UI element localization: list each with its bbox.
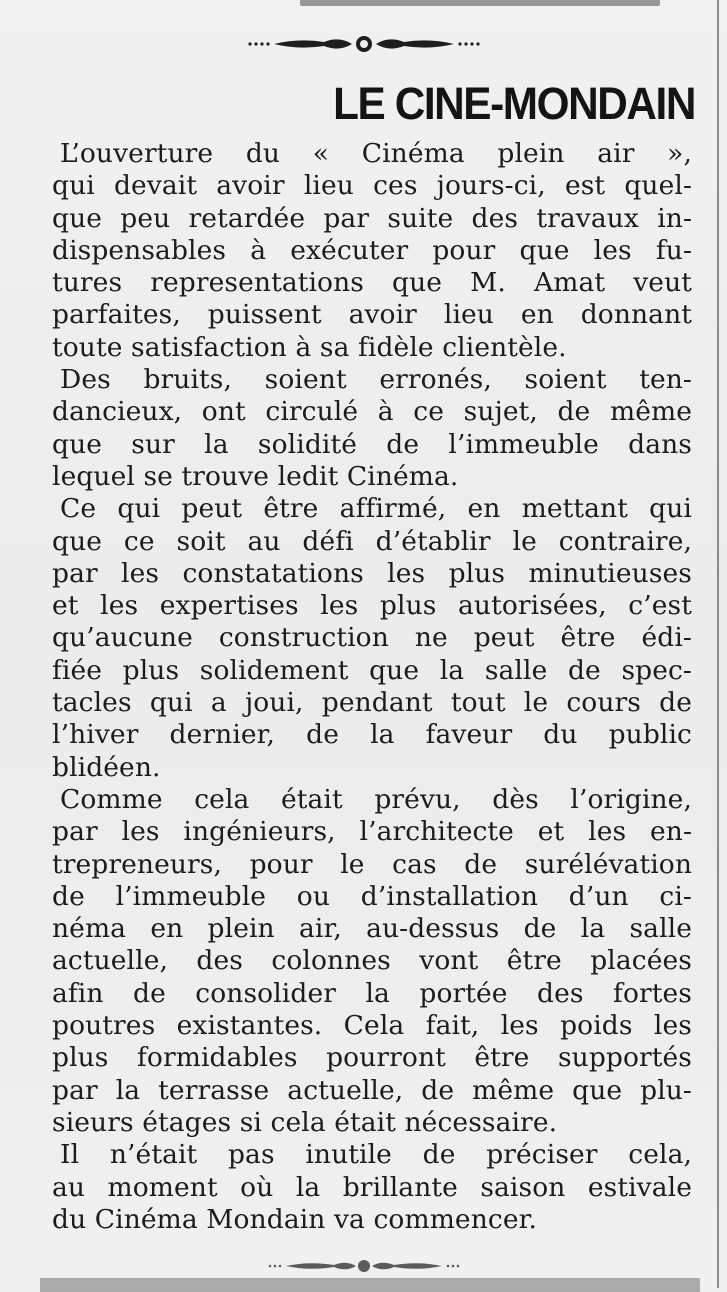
text-line: lequel se trouve ledit Cinéma.: [52, 460, 459, 492]
text-line: qu’aucune construction ne peut être édi-: [52, 622, 692, 654]
text-line: par la terrasse actuelle, de même que plu-: [52, 1074, 692, 1106]
text-line: du Cinéma Mondain va commencer.: [52, 1203, 537, 1235]
text-line: que ce soit au défi d’établir le contraire,: [52, 525, 692, 557]
text-line: Des bruits, soient erronés, soient ten-: [60, 364, 692, 396]
text-line: actuelle, des colonnes vont être placées: [52, 945, 692, 977]
article-body: [52, 138, 692, 1236]
text-line: néma en plein air, au-dessus de la salle: [52, 913, 692, 945]
text-line: Comme cela était prévu, dès l’origine,: [60, 783, 692, 815]
text-line: que peu retardée par suite des travaux in-: [52, 202, 692, 234]
text-line: poutres existantes. Cela fait, les poids les: [52, 1010, 692, 1042]
text-line: blidéen.: [52, 751, 161, 783]
text-line: toute satisfaction à sa fidèle clientèle.: [52, 331, 567, 363]
article-headline: LE CINE-MONDAIN: [333, 78, 695, 129]
text-line: Il n’était pas inutile de préciser cela,: [60, 1139, 692, 1171]
text-line: Ce qui peut être affirmé, en mettant qui: [60, 493, 692, 525]
text-line: fiée plus solidement que la salle de spec-: [52, 654, 692, 686]
text-line: tacles qui a joui, pendant tout le cours de: [52, 687, 692, 719]
text-line: plus formidables pourront être supportés: [52, 1042, 692, 1074]
text-line: L’ouverture du « Cinéma plein air »,: [60, 138, 692, 169]
paragraph-1: [52, 138, 692, 364]
cropped-previous-line: [300, 0, 660, 6]
text-line: tures representations que M. Amat veut: [52, 267, 692, 299]
text-line: sieurs étages si cela était nécessaire.: [52, 1106, 558, 1138]
text-line: de l’immeuble ou d’installation d’un ci-: [52, 880, 692, 912]
text-line: dancieux, ont circulé à ce sujet, de même: [52, 396, 692, 428]
paragraph-2: [52, 364, 692, 493]
text-line: parfaites, puissent avoir lieu en donnant: [52, 299, 692, 331]
paragraph-3: [52, 493, 692, 784]
bottom-ornament: [0, 1256, 727, 1276]
text-line: et les expertises les plus autorisées, c’est: [52, 590, 692, 622]
text-line: trepreneurs, pour le cas de surélévation: [52, 848, 692, 880]
text-line: au moment où la brillante saison estivale: [52, 1171, 692, 1203]
column-rule: [717, 0, 719, 1288]
text-line: par les ingénieurs, l’architecte et les en-: [52, 816, 692, 848]
text-line: l’hiver dernier, de la faveur du public: [52, 719, 692, 751]
top-ornament: [0, 34, 727, 54]
cropped-next-line: [40, 1278, 700, 1292]
text-line: par les constatations les plus minutieuses: [52, 557, 692, 589]
paragraph-4: [52, 784, 692, 1139]
text-line: dispensables à exécuter pour que les fu-: [52, 234, 692, 266]
text-line: afin de consolider la portée des fortes: [52, 977, 692, 1009]
text-line: que sur la solidité de l’immeuble dans: [52, 428, 692, 460]
paragraph-5: [52, 1139, 692, 1236]
text-line: qui devait avoir lieu ces jours-ci, est quel-: [52, 170, 692, 202]
